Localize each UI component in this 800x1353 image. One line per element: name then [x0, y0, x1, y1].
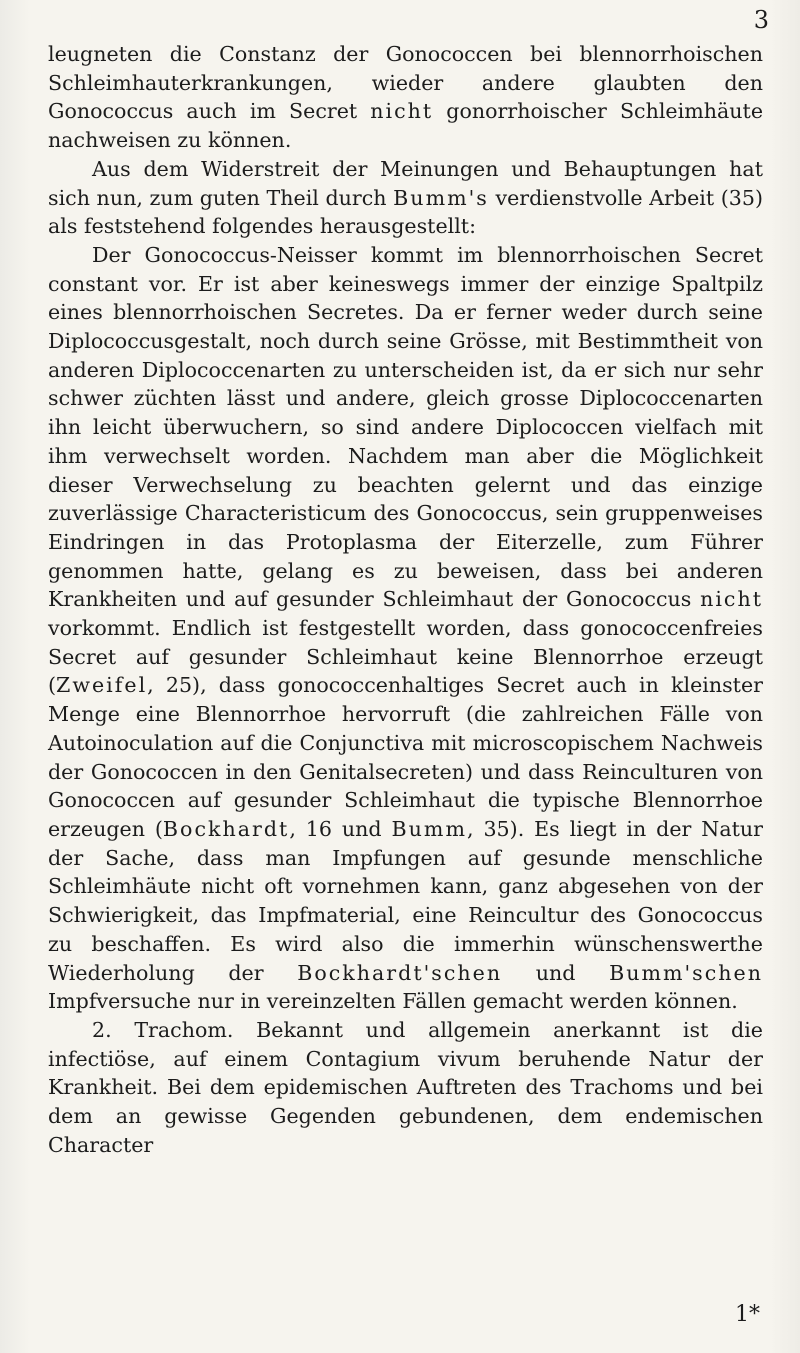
text-run: verdienstvolle Arbeit (35) als feststehend folgendes herausgestellt: [48, 185, 764, 239]
text-run: , 16 und [289, 816, 392, 841]
spaced-name: nicht [370, 99, 434, 124]
paragraph [48, 241, 763, 1016]
body-text [48, 40, 763, 1159]
spaced-name: Bockhardt [162, 816, 290, 841]
spaced-name: Bumm [391, 816, 467, 841]
spaced-name: Bockhardt'schen [297, 960, 503, 985]
text-run: Aus dem Widerstreit der Meinungen und Behauptungen hat sich nun, zum guten Theil durch [48, 156, 763, 210]
text-run: , 35). Es liegt in der Natur der Sache, dass man Impfungen auf gesunde menschliche Schleimhäute nicht oft vornehmen kann, ganz abgesehen von der Schwierigkeit, das Impfmaterial, eine Reincultur des Gonococcus zu beschaffen. Es wird also die immerhin wünschenswerthe Wiederholung der [48, 816, 763, 985]
paragraph [48, 1016, 763, 1160]
page-number: 3 [753, 6, 770, 34]
text-run: gonorrhoischer Schleimhäute nachweisen zu können. [48, 99, 764, 153]
paragraph [48, 40, 763, 155]
paragraph [48, 155, 763, 241]
text-run: 2. Trachom. Bekannt und allgemein anerkannt ist die infectiöse, auf einem Contagium vivum beruhende Natur der Krankheit. Bei dem epidemischen Auftreten des Trachoms und bei dem an gewisse Gegenden gebundenen, dem endemischen Character [48, 1017, 763, 1157]
text-run: , 25), dass gonococcenhaltiges Secret auch in kleinster Menge eine Blennorrhoe hervorruft (die zahlreichen Fälle von Autoinoculation auf die Conjunctiva mit microscopischem Nachweis der Gonococcen in den Genitalsecreten) und dass Reinculturen von Gonococcen auf gesunder Schleimhaut die typische Blennorrhoe erzeugen ( [48, 673, 763, 841]
spaced-name: Bumm'schen [609, 960, 763, 985]
text-run: Impfversuche nur in vereinzelten Fällen gemacht werden können. [48, 989, 738, 1014]
spaced-name: nicht [700, 587, 763, 612]
text-run: Der Gonococcus-Neisser kommt im blennorrhoischen Secret constant vor. Er ist aber keineswegs immer der einzige Spaltpilz eines blennorrhoischen Secretes. Da er ferner weder durch seine Diplococcusgestalt, noch durch seine Grösse, mit Bestimmtheit von anderen Diplococcenarten zu unterscheiden ist, da er sich nur sehr schwer züchten lässt und andere, gleich grosse Diplococcenarten ihn leicht überwuchern, so sind andere Diplococcen vielfach mit ihm verwechselt worden. Nachdem man aber die Möglichkeit dieser Verwechselung zu beachten gelernt und das einzige zuverlässige Characteristicum des Gonococcus, sein gruppenweises Eindringen in das Protoplasma der Eiterzelle, zum Führer genommen hatte, gelang es zu beweisen, dass bei anderen Krankheiten und auf gesunder Schleimhaut der Gonococcus [48, 242, 763, 612]
text-run: vorkommt. Endlich ist festgestellt worden, dass gonococcenfreies Secret auf gesunder Schleimhaut keine Blennorrhoe erzeugt ( [48, 616, 763, 698]
printer-signature: 1* [735, 1302, 760, 1327]
text-run: leugneten die Constanz der Gonococcen bei blennorrhoischen Schleimhauterkrankungen, wieder andere glaubten den Gonococcus auch im Secret [48, 42, 763, 124]
text-run: und [502, 960, 610, 985]
spaced-name: Zweifel [56, 673, 148, 698]
spaced-name: Bumm's [393, 185, 489, 210]
